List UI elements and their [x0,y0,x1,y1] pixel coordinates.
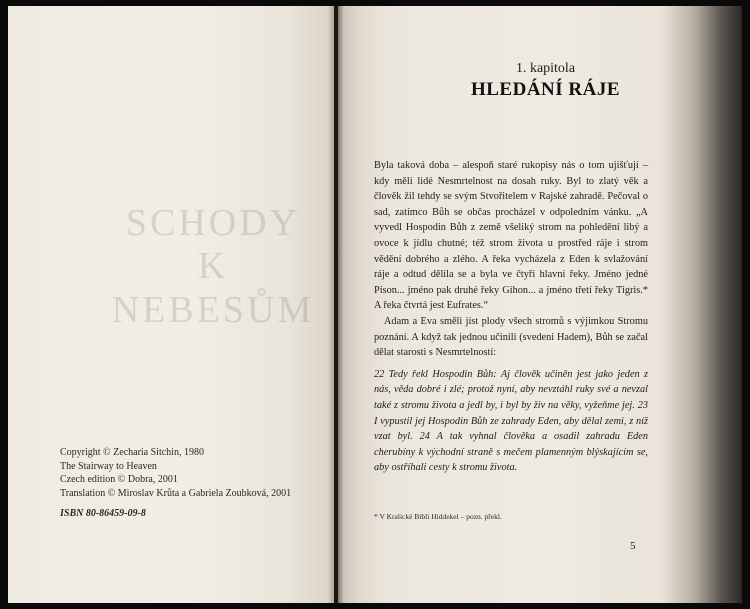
show-through-text: SCHODY [125,202,301,244]
copyright-line: Copyright © Zecharia Sitchin, 1980 [60,447,204,458]
chapter-title: HLEDÁNÍ RÁJE [470,79,621,100]
copyright-line: The Stairway to Heaven [60,460,157,472]
copyright-block [60,446,330,500]
book-spread [8,6,742,603]
bible-quote: 22 Tedy řekl Hospodin Bůh: Aj člověk učiněn jest jako jeden z nás, věda dobré i zlé; protož nyní, aby nevztáhl ruky své a nevzal také z stromu života a jedl by, i byl by živ na věky, vyžeňme jej. 23 I vypustil jej Hospodin Bůh ze zahrady Eden, aby dělal zemi, z níž vzat byl. 24 A tak vyhnal člověka a osadil zahradu Eden cherubíny k východní straně s mečem plamenným blýskajícím se, aby ostříhali cesty k stromu života. [374,368,648,474]
chapter-number: 1. kapitola [515,61,576,76]
copyright-line: Czech edition © Dobra, 2001 [60,474,178,485]
footnote: * V Kralické Bibli Hiddekel – pozn. překl. [374,512,502,521]
copyright-line: Translation © Miroslav Krůta a Gabriela Zoubková, 2001 [60,487,292,499]
left-page [8,6,334,603]
isbn: ISBN 80-86459-09-8 [60,508,146,519]
right-page [338,6,742,603]
book-gutter [328,6,344,603]
paragraph: Byla taková doba – alespoň staré rukopisy nás o tom ujišťují – kdy měli lidé Nesmrtelnost na dosah ruky. Byl to zlatý věk a člověk žil tehdy se svým Stvořitelem v Rajské zahradě. Pečoval o sad, zatímco Bůh se občas procházel v odpoledním vánku. „A vyvedl Hospodin Bůh z země všeliký strom na pohledění libý a ovoce k jídlu chutné; též strom života u prostřed ráje i strom vědění dobrého a zlého. A řeka vycházela z Eden k svlažování ráje a odtud dělila se a byla ve čtyři hlavní řeky. Jméno jedné Píson... jméno pak druhé řeky Gihon... a jméno třetí řeky Tigris.* A řeka čtvrtá jest Eufrates.“ [374,160,648,312]
page-number: 5 [630,540,636,552]
show-through-text: K NEBESŮM [111,245,315,331]
paragraph: Adam a Eva směli jíst plody všech stromů s výjimkou Stromu poznání. A když tak jednou učinili (svedeni Hadem), Bůh se začal dělat starosti s Nesmrtelností: [374,315,648,359]
chapter-body [374,158,648,476]
